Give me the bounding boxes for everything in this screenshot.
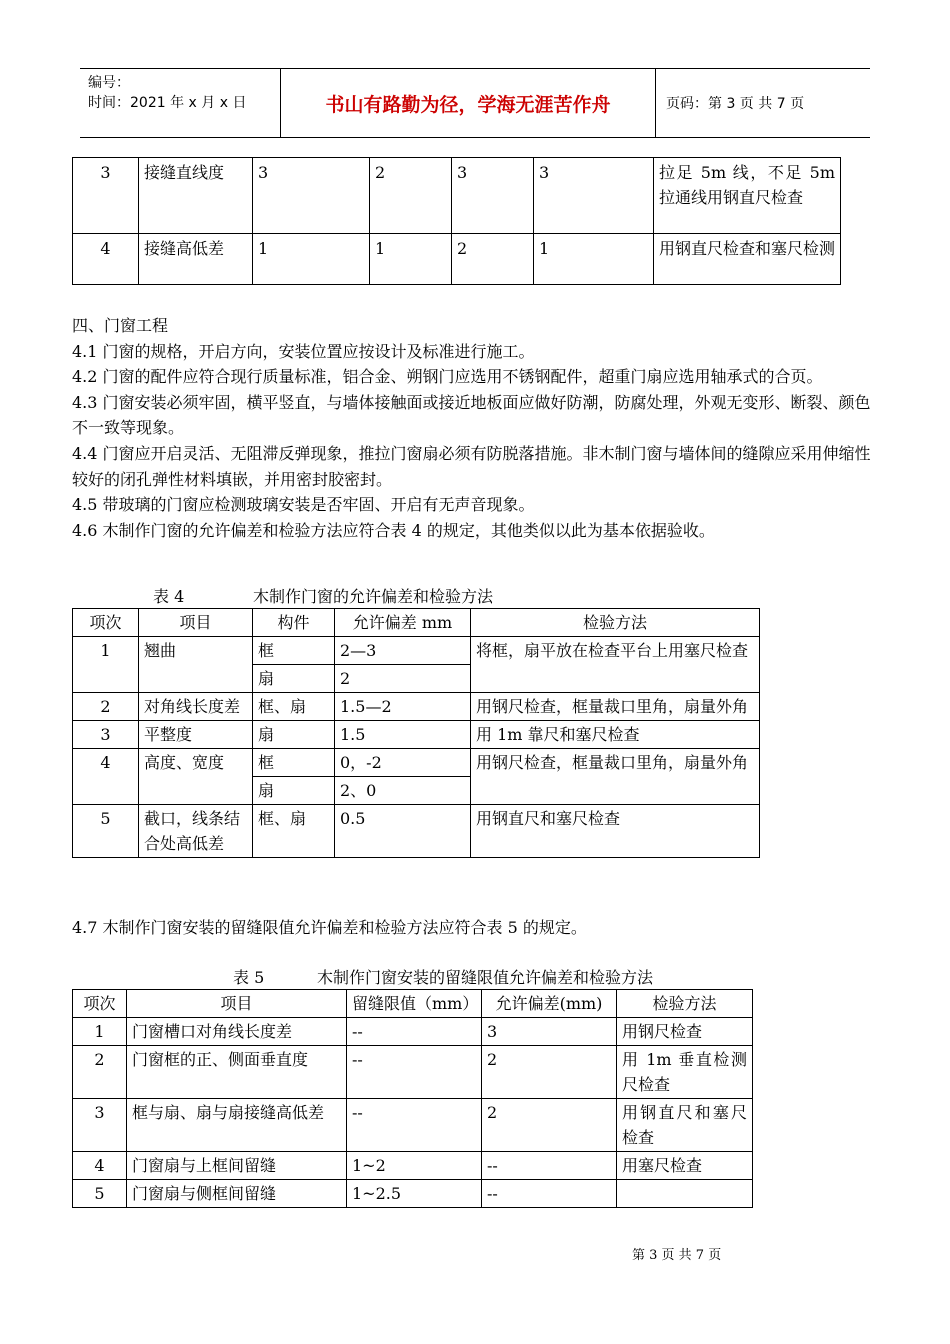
row-tolerance: 1.5—2 [335, 693, 471, 721]
row-item: 高度、宽度 [139, 749, 253, 805]
row-tolerance: 1.5 [335, 721, 471, 749]
column-header: 项目 [139, 609, 253, 637]
row-gap: 1~2.5 [347, 1180, 482, 1208]
row-part: 扇 [253, 665, 335, 693]
row-value: 1 [253, 234, 370, 285]
row-method: 用钢直尺和塞尺检查 [471, 805, 760, 858]
row-index: 4 [73, 749, 139, 805]
table-continued [72, 157, 841, 285]
row-value: 2 [370, 158, 452, 234]
table-header-row [73, 990, 753, 1018]
row-method: 用 1m 靠尺和塞尺检查 [471, 721, 760, 749]
section-doors-windows [72, 313, 878, 543]
paragraph: 4.6 木制作门窗的允许偏差和检验方法应符合表 4 的规定，其他类似以此为基本依据验收。 [72, 520, 715, 540]
row-part: 框 [253, 749, 335, 777]
paragraph: 4.4 门窗应开启灵活、无阻滞反弹现象，推拉门窗扇必须有防脱落措施。非木制门窗与墙体间的缝隙应采用伸缩性较好的闭孔弹性材料填嵌，并用密封胶密封。 [72, 443, 871, 489]
row-tolerance: 0，-2 [335, 749, 471, 777]
table-4 [72, 608, 760, 858]
column-header: 检验方法 [617, 990, 753, 1018]
table-row [73, 158, 841, 234]
row-item: 截口，线条结合处高低差 [139, 805, 253, 858]
row-item: 翘曲 [139, 637, 253, 693]
row-value: 1 [370, 234, 452, 285]
row-item: 接缝高低差 [139, 234, 253, 285]
table-header-row [73, 609, 760, 637]
row-value: 2 [452, 234, 534, 285]
table4-caption-number: 表 4 [153, 587, 185, 606]
row-index: 3 [73, 1099, 127, 1152]
row-tolerance: 2、0 [335, 777, 471, 805]
row-method: 用塞尺检查 [617, 1152, 753, 1180]
row-item: 接缝直线度 [139, 158, 253, 234]
row-part: 扇 [253, 721, 335, 749]
row-index: 4 [73, 234, 139, 285]
column-header: 项次 [73, 609, 139, 637]
row-item: 平整度 [139, 721, 253, 749]
header-number-label: 编号： [88, 75, 130, 91]
column-header: 允许偏差 mm [335, 609, 471, 637]
section-title: 四、门窗工程 [72, 316, 169, 335]
column-header: 允许偏差(mm) [482, 990, 617, 1018]
header-page-info: 页码：第 3 页 共 7 页 [666, 96, 805, 112]
row-method: 用钢尺检查 [617, 1018, 753, 1046]
row-item: 门窗扇与上框间留缝 [127, 1152, 347, 1180]
row-part: 框 [253, 637, 335, 665]
column-header: 项目 [127, 990, 347, 1018]
table-row [73, 721, 760, 749]
table-row [73, 1018, 753, 1046]
paragraph: 4.1 门窗的规格，开启方向，安装位置应按设计及标准进行施工。 [72, 341, 535, 361]
table-row [73, 1152, 753, 1180]
table-row [73, 693, 760, 721]
row-method: 用钢尺检查，框量裁口里角，扇量外角 [471, 749, 760, 805]
row-part: 框、扇 [253, 805, 335, 858]
row-index: 5 [73, 805, 139, 858]
row-item: 门窗槽口对角线长度差 [127, 1018, 347, 1046]
row-tolerance: 0.5 [335, 805, 471, 858]
table-row [73, 637, 760, 665]
row-index: 2 [73, 693, 139, 721]
row-item: 对角线长度差 [139, 693, 253, 721]
row-method [617, 1180, 753, 1208]
row-item: 门窗框的正、侧面垂直度 [127, 1046, 347, 1099]
row-method: 用钢直尺检查和塞尺检测 [654, 234, 841, 285]
row-item: 框与扇、扇与扇接缝高低差 [127, 1099, 347, 1152]
row-gap: -- [347, 1099, 482, 1152]
row-value: 3 [534, 158, 654, 234]
paragraph: 4.2 门窗的配件应符合现行质量标准，铝合金、朔钢门应选用不锈钢配件，超重门扇应选用轴承式的合页。 [72, 367, 823, 387]
row-index: 1 [73, 1018, 127, 1046]
row-part: 扇 [253, 777, 335, 805]
row-method: 将框，扇平放在检查平台上用塞尺检查 [471, 637, 760, 693]
table-5 [72, 989, 753, 1208]
row-tolerance: -- [482, 1180, 617, 1208]
column-header: 构件 [253, 609, 335, 637]
paragraph: 4.5 带玻璃的门窗应检测玻璃安装是否牢固、开启有无声音现象。 [72, 495, 535, 515]
row-part: 框、扇 [253, 693, 335, 721]
table-row [73, 1099, 753, 1152]
table4-caption-title: 木制作门窗的允许偏差和检验方法 [253, 587, 494, 606]
paragraph: 4.3 门窗安装必须牢固，横平竖直，与墙体接触面或接近地板面应做好防潮，防腐处理，外观无变形、断裂、颜色不一致等现象。 [72, 392, 871, 438]
row-index: 1 [73, 637, 139, 693]
row-index: 3 [73, 158, 139, 234]
row-index: 4 [73, 1152, 127, 1180]
row-index: 2 [73, 1046, 127, 1099]
table5-caption-number: 表 5 [233, 968, 265, 987]
row-gap: 1~2 [347, 1152, 482, 1180]
row-item: 门窗扇与侧框间留缝 [127, 1180, 347, 1208]
column-header: 项次 [73, 990, 127, 1018]
row-gap: -- [347, 1018, 482, 1046]
page-header [80, 68, 870, 138]
row-method: 用钢尺检查，框量裁口里角，扇量外角 [471, 693, 760, 721]
header-divider [655, 69, 656, 137]
table-row [73, 1180, 753, 1208]
row-index: 5 [73, 1180, 127, 1208]
page-footer: 第 3 页 共 7 页 [632, 1248, 722, 1263]
table-row [73, 749, 760, 777]
row-method: 拉足 5m 线，不足 5m 拉通线用钢直尺检查 [654, 158, 841, 234]
row-method: 用 1m 垂直检测尺检查 [617, 1046, 753, 1099]
paragraph: 4.7 木制作门窗安装的留缝限值允许偏差和检验方法应符合表 5 的规定。 [72, 918, 587, 937]
row-tolerance: 3 [482, 1018, 617, 1046]
column-header: 留缝限值（mm） [347, 990, 482, 1018]
table-row [73, 805, 760, 858]
table5-caption-title: 木制作门窗安装的留缝限值允许偏差和检验方法 [317, 968, 654, 987]
row-value: 3 [253, 158, 370, 234]
column-header: 检验方法 [471, 609, 760, 637]
row-gap: -- [347, 1046, 482, 1099]
row-value: 3 [452, 158, 534, 234]
row-index: 3 [73, 721, 139, 749]
row-tolerance: 2 [482, 1046, 617, 1099]
header-meta [88, 73, 246, 113]
row-tolerance: -- [482, 1152, 617, 1180]
row-tolerance: 2 [335, 665, 471, 693]
row-tolerance: 2—3 [335, 637, 471, 665]
table-row [73, 234, 841, 285]
header-motto: 书山有路勤为径，学海无涯苦作舟 [325, 93, 611, 116]
row-value: 1 [534, 234, 654, 285]
header-time-label: 时间：2021 年 x 月 x 日 [88, 95, 247, 111]
row-tolerance: 2 [482, 1099, 617, 1152]
table-row [73, 1046, 753, 1099]
row-method: 用钢直尺和塞尺检查 [617, 1099, 753, 1152]
